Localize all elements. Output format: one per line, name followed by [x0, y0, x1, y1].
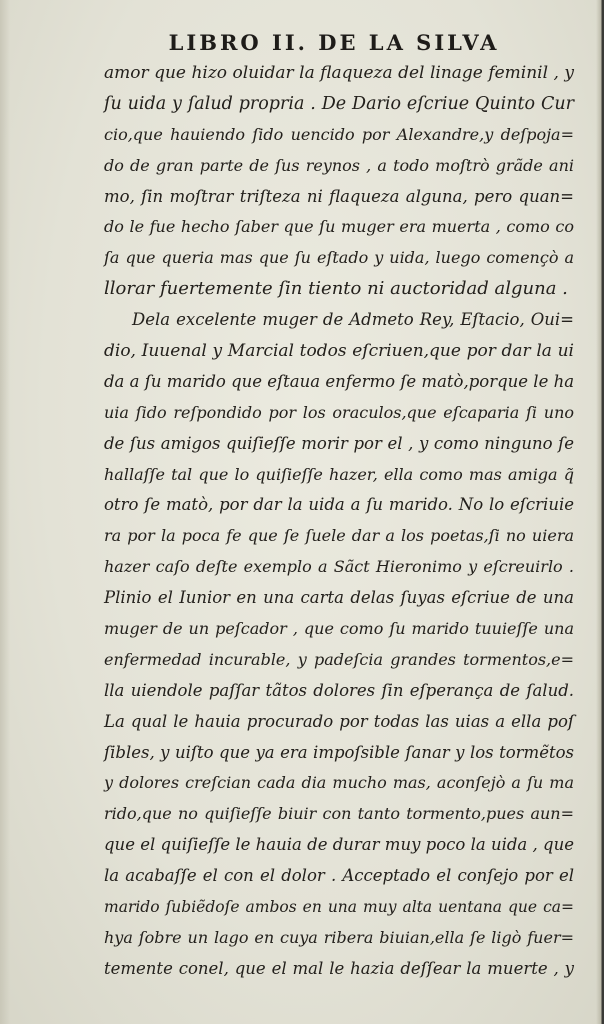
- page-gutter-shadow: [0, 0, 10, 1024]
- text-line: do le fue hecho ſaber que ſu muger era muerta , como co: [104, 217, 574, 237]
- text-line: hya ſobre un lago en cuya ribera biuian,ella ſe ligò fuer=: [104, 927, 574, 947]
- running-header: LIBRO II. DE LA SILVA: [168, 30, 500, 55]
- text-line: otro ſe matò, por dar la uida a ſu marido. No lo eſcriuie: [104, 495, 574, 515]
- page-edge: [596, 0, 604, 1024]
- text-line: uia ſido reſpondido por los oraculos,que eſcaparia ſi uno: [104, 402, 574, 422]
- body-text: [104, 58, 574, 985]
- text-line: hallaſſe tal que lo quiſieſſe hazer, ella como mas amiga q̃: [104, 464, 574, 484]
- text-line: muger de un peſcador , que como ſu marido tuuieſſe una: [104, 619, 574, 639]
- text-line: da a ſu marido que eſtaua enfermo ſe matò,porque le ha: [104, 371, 575, 391]
- text-line: la acabaſſe el con el dolor . Acceptado el conſejo por el: [104, 866, 574, 886]
- text-line: cio,que hauiendo ſido uencido por Alexandre,y deſpoja=: [104, 124, 574, 144]
- text-line: enfermedad incurable, y padeſcia grandes tormentos,e=: [104, 649, 574, 669]
- text-line: que el quiſieſſe le hauia de durar muy poco la uida , que: [104, 835, 574, 855]
- text-line: marido ſubiẽdoſe ambos en una muy alta uentana que ca=: [104, 898, 574, 917]
- text-line: dio, Iuuenal y Marcial todos eſcriuen,que por dar la ui: [104, 341, 574, 362]
- text-line: amor que hizo oluidar la flaqueza del linage feminil , y: [104, 63, 574, 83]
- text-line: ra por la poca fe que ſe ſuele dar a los poetas,ſi no uiera: [104, 526, 574, 546]
- text-line: mo, ſin moſtrar triſteza ni flaqueza alguna, pero quan=: [104, 186, 574, 206]
- text-line: Dela excelente muger de Admeto Rey, Eſtacio, Oui=: [132, 310, 574, 330]
- text-line: ſa que queria mas que ſu eſtado y uida, luego començò a: [104, 248, 574, 268]
- text-line: ſibles, y uiſto que ya era impoſsible ſanar y los tormẽtos: [104, 742, 574, 762]
- text-line: llorar fuertemente ſin tiento ni auctoridad alguna .: [104, 278, 568, 300]
- text-line: temente conel, que el mal le hazia deſſear la muerte , y: [104, 958, 574, 978]
- text-line: y dolores creſcian cada dia mucho mas, aconſejò a ſu ma: [104, 773, 574, 793]
- text-line: de ſus amigos quiſieſſe morir por el , y como ninguno ſe: [104, 433, 574, 453]
- text-line: hazer caſo deſte exemplo a Sãct Hieronimo y eſcreuirlo .: [104, 557, 574, 577]
- text-line: do de gran parte de ſus reynos , a todo moſtrò grãde ani: [104, 155, 574, 175]
- text-line: La qual le hauia procurado por todas las uias a ella poſ: [104, 711, 574, 731]
- text-line: rido,que no quiſieſſe biuir con tanto tormento,pues aun=: [104, 804, 574, 824]
- text-line: ſu uida y ſalud propria . De Dario eſcriue Quinto Cur: [104, 93, 574, 114]
- text-line: Plinio el Iunior en una carta delas ſuyas eſcriue de una: [104, 588, 574, 608]
- text-line: lla uiendole paſſar tãtos dolores ſin eſperança de ſalud.: [104, 680, 574, 700]
